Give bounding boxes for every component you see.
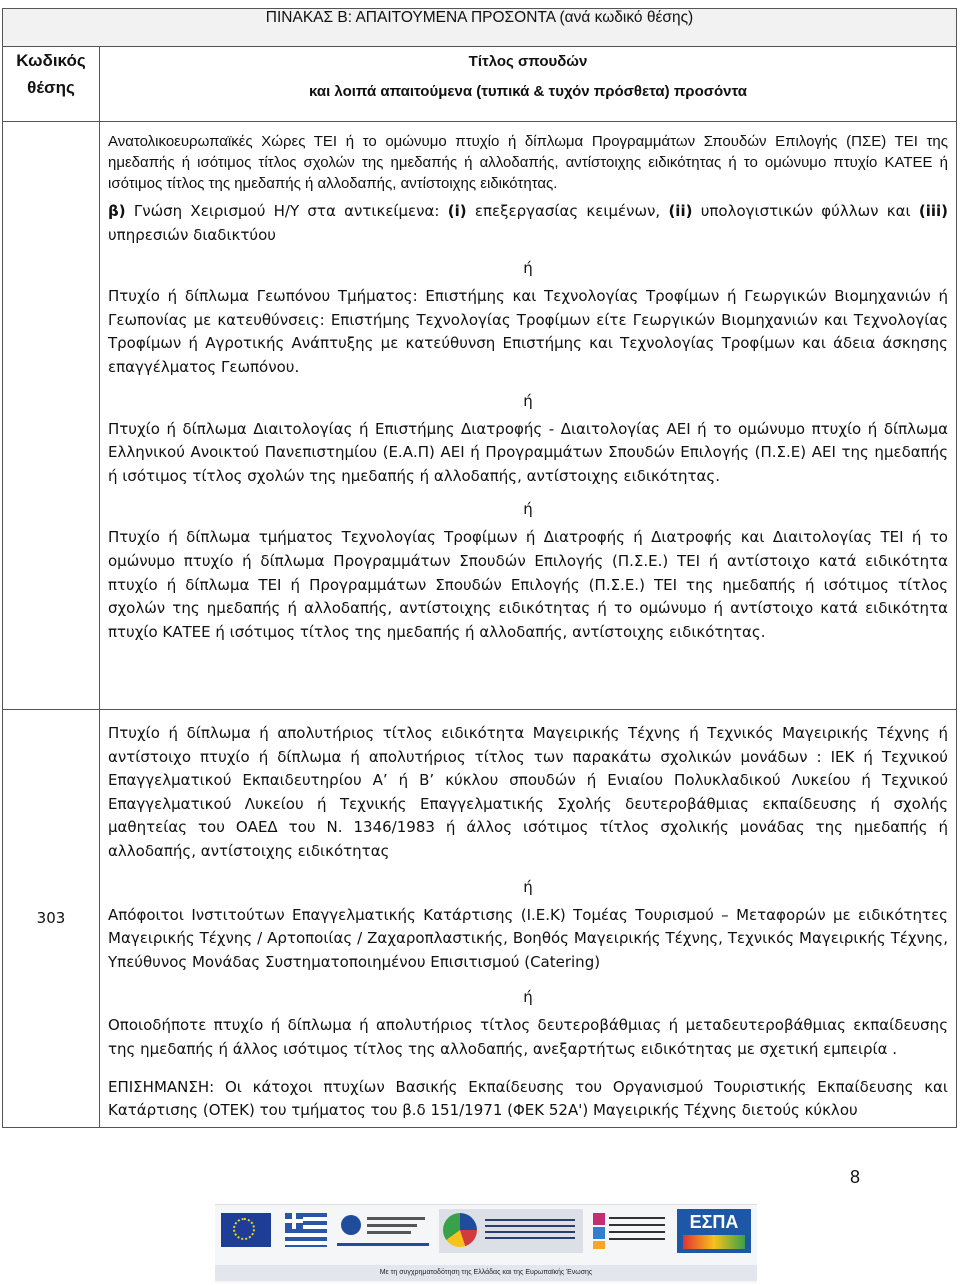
table-row: [3, 710, 957, 1128]
paragraph: Πτυχίο ή δίπλωμα Γεωπόνου Τμήματος: Επιστήμης και Τεχνολογίας Τροφίμων ή Γεωργικών Βιομηχανιών ή Γεωπονίας με κατευθύνσεις: Επιστήμης Τεχνολογίας Τροφίμων είτε Γεωργικών Βιομηχανιών και Τεχνολογίας Τροφίμων ή Αγροτικής Ανάπτυξης με κατεύθυνση Επιστήμης και Τεχνολογίας Τροφίμων και άδεια άσκησης επαγγέλματος Γεωπόνου.: [108, 287, 948, 376]
or-separator: ή: [523, 988, 533, 1007]
header-title-line2: και λοιπά απαιτούμενα (τυπικά & τυχόν πρόσθετα) προσόντα: [308, 83, 748, 100]
paragraph: Απόφοιτοι Ινστιτούτων Επαγγελματικής Κατάρτισης (Ι.Ε.Κ) Τομέας Τουρισμού – Μεταφορών με ειδικότητες Μαγειρικής Τέχνης / Αρτοποιίας / Ζαχαροπλαστικής, Βοηθός Μαγειρικής Τέχνης, Τεχνικός Μαγειρικής Τέχνης, Υπεύθυνος Μονάδας Συστηματοποιημένου Επισιτισμού (Catering): [108, 905, 948, 971]
paragraph: Πτυχίο ή δίπλωμα Διαιτολογίας ή Επιστήμης Διατροφής - Διαιτολογίας ΑΕΙ ή το ομώνυμο πτυχίο ή δίπλωμα Ελληνικού Ανοικτού Πανεπιστημίου (Ε.Α.Π) ΑΕΙ ή Προγραμμάτων Σπουδών Επιλογής (Π.Σ.Ε) ΑΕΙ της ημεδαπής ή ισότιμος τίτλος σχολών της ημεδαπής ή αλλοδαπής, αντίστοιχης ειδικότητας.: [108, 419, 948, 485]
table-row: [3, 122, 957, 710]
or-separator: ή: [523, 500, 533, 519]
header-title: [100, 47, 957, 122]
paragraph: Πτυχίο ή δίπλωμα τμήματος Τεχνολογίας Τροφίμων ή Διατροφής ή Διατροφής και Διαιτολογίας ΤΕΙ ή το ομώνυμο πτυχίο ή δίπλωμα Προγραμμάτων Σπουδών Επιλογής (Π.Σ.Ε.) ΤΕΙ ή αντίστοιχο κατά ειδικότητα πτυχίο ή δίπλωμα ΤΕΙ ή Προγραμμάτων Σπουδών Επιλογής (Π.Σ.Ε.) ΤΕΙ της ημεδαπής ή ισότιμος τίτλος σχολών της ημεδαπής ή αλλοδαπής, αντίστοιχης ειδικότητας ή το ομώνυμο ή αντίστοιχο κατά ειδικότητα πτυχίο ΚΑΤΕΕ ή ισότιμος τίτλος της ημεδαπής ή αλλοδαπής, αντίστοιχης ειδικότητας.: [108, 528, 948, 641]
note-paragraph: ΕΠΙΣΗΜΑΝΣΗ: Οι κάτοχοι πτυχίων Βασικής Εκπαίδευσης του Οργανισμού Τουριστικής Εκπαίδευσης και Κατάρτισης (ΟΤΕΚ) του τμήματος του β.δ 151/1971 (ΦΕΚ 52Α') Μαγειρικής Τέχνης διετούς κύκλου: [108, 1077, 948, 1120]
or-separator: ή: [523, 877, 533, 896]
operational-programme-logo: [439, 1209, 583, 1253]
position-code: 303: [3, 710, 100, 1128]
header-title-line1: Τίτλος σπουδών: [468, 53, 588, 70]
qualification-cell: [100, 710, 957, 1128]
paragraph-computer-skills: β) Γνώση Χειρισμού Η/Υ στα αντικείμενα: (i) επεξεργασίας κειμένων, (ii) υπολογιστικών φύλλων και (iii) υπηρεσιών διαδικτύου: [108, 202, 949, 244]
or-separator: ή: [523, 259, 533, 278]
or-separator: ή: [523, 391, 533, 410]
ministry-emblem-icon: [337, 1211, 429, 1243]
eu-flag-logo: [221, 1213, 271, 1247]
lifelong-learning-logo: [593, 1211, 667, 1251]
greek-flag-logo: [285, 1213, 327, 1247]
paragraph: Οποιοδήποτε πτυχίο ή δίπλωμα ή απολυτήριος τίτλος δευτεροβάθμιας ή μεταδευτεροβάθμιας εκπαίδευσης της ημεδαπής ή άλλος ισότιμος τίτλος της αλλοδαπής, ανεξαρτήτως ειδικότητας με σχετική εμπειρία .: [108, 1016, 948, 1058]
requirements-table: [2, 8, 957, 1128]
header-code-line1: Κωδικός: [16, 51, 86, 70]
header-code: [3, 47, 100, 122]
funding-footer: [215, 1204, 757, 1283]
cofunding-caption: Με τη συγχρηματοδότηση της Ελλάδας και της Ευρωπαϊκής Ένωσης: [215, 1265, 757, 1281]
paragraph: Πτυχίο ή δίπλωμα ή απολυτήριος τίτλος ειδικότητα Μαγειρικής Τέχνης ή Τεχνικός Μαγειρικής Τέχνης ή αντίστοιχο πτυχίο ή δίπλωμα ή απολυτήριος τίτλος των παρακάτω σχολικών μονάδων : ΙΕΚ ή Τεχνικού Επαγγελματικού Εκπαιδευτηρίου Α’ ή Β’ κύκλου σπουδών ή Ενιαίου Πολυκλαδικού Λυκείου ή Τεχνικού Επαγγελματικού Λυκείου ή Τεχνικής Επαγγελματικής Σχολής δευτεροβάθμιας εκπαίδευσης ή σχολής μαθητείας του ΟΑΕΔ του Ν. 1346/1983 ή άλλος ισότιμος τίτλος σχολικής μονάδας της ημεδαπής ή αλλοδαπής, αντίστοιχης ειδικότητας: [108, 724, 948, 860]
page-number: 8: [850, 1167, 861, 1187]
paragraph: Ανατολικοευρωπαϊκές Χώρες ΤΕΙ ή το ομώνυμο πτυχίο ή δίπλωμα Προγραμμάτων Σπουδών Επιλογής (ΠΣΕ) ΤΕΙ της ημεδαπής ή ισότιμος τίτλος σχολών της ημεδαπής ή αλλοδαπής, αντίστοιχης ειδικότητας ή το ομώνυμο πτυχίο ΚΑΤΕΕ ή ισότιμος τίτλος της ημεδαπής ή αλλοδαπής, αντίστοιχης ειδικότητας.: [108, 133, 948, 192]
espa-logo: ΕΣΠΑ: [677, 1209, 751, 1253]
ministry-logo: [337, 1211, 429, 1251]
table-title: ΠΙΝΑΚΑΣ Β: ΑΠΑΙΤΟΥΜΕΝΑ ΠΡΟΣΟΝΤΑ (ανά κωδικό θέσης): [3, 9, 957, 47]
table-header-row: [3, 47, 957, 122]
qualification-cell: [100, 122, 957, 710]
header-code-line2: θέσης: [27, 78, 75, 97]
table-title-row: [3, 9, 957, 47]
code-cell-empty: [3, 122, 100, 710]
